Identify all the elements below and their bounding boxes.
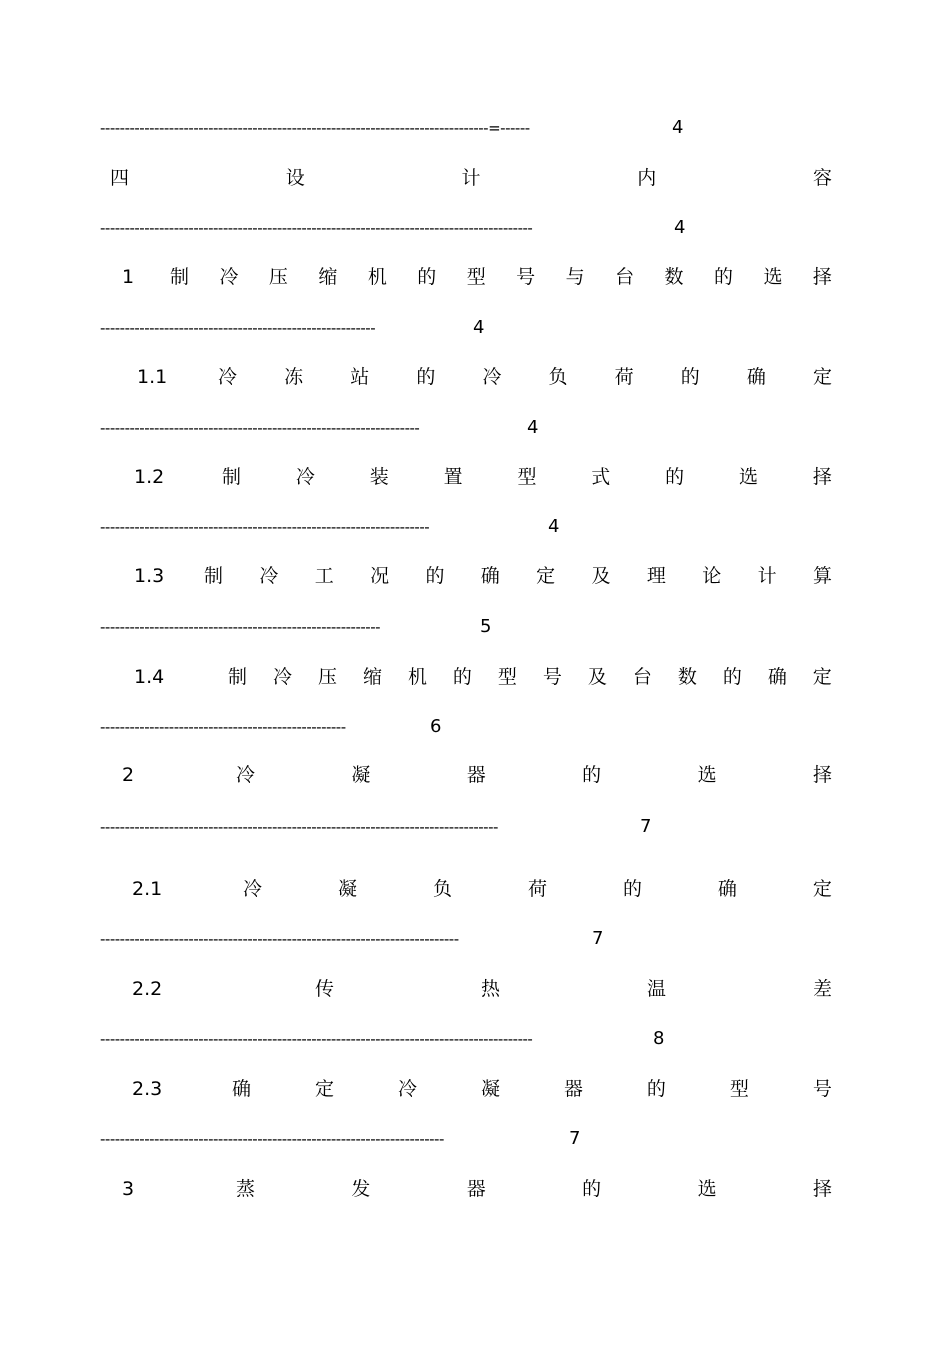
toc-heading (0, 875, 950, 903)
section-number: 2.3 (132, 1078, 163, 1100)
toc-heading (0, 562, 950, 590)
dot-leader: -------------------------------------------------------- (100, 319, 376, 337)
title-char: 号 (542, 666, 562, 688)
title-char: 荷 (527, 878, 547, 900)
dot-leader: ---------------------------------------------------------------------------------------- (100, 1030, 533, 1048)
title-char: 数 (677, 666, 697, 688)
toc-page-number: 4 (672, 117, 684, 138)
toc-leader-line (0, 1025, 950, 1053)
title-char: 的 (713, 266, 733, 288)
title-char: 差 (812, 978, 832, 1000)
section-number: 1 (122, 266, 135, 288)
toc-page-number: 6 (430, 716, 442, 737)
toc-leader-line (0, 1125, 950, 1153)
toc-page-number: 7 (592, 928, 604, 949)
title-char: 冷 (397, 1078, 417, 1100)
title-char: 的 (582, 1178, 602, 1200)
title-char: 的 (722, 666, 742, 688)
title-char: 确 (746, 366, 766, 388)
toc-leader-line (0, 414, 950, 442)
title-char: 冷 (236, 764, 256, 786)
title-char: 确 (480, 565, 500, 587)
title-char: 的 (452, 666, 472, 688)
title-char: 的 (425, 565, 445, 587)
section-number: 1.1 (137, 366, 168, 388)
section-number: 3 (122, 1178, 135, 1200)
title-char: 器 (466, 764, 486, 786)
title-char: 站 (350, 366, 370, 388)
toc-page-number: 7 (640, 816, 652, 837)
section-number: 2 (122, 764, 135, 786)
title-char: 定 (314, 1078, 334, 1100)
toc-page-number: 4 (674, 217, 686, 238)
title-char: 及 (591, 565, 611, 587)
dot-leader: --------------------------------------------------------- (100, 618, 381, 636)
section-number: 1.3 (134, 565, 165, 587)
title-char: 确 (767, 666, 787, 688)
title-char: 器 (563, 1078, 583, 1100)
title-char: 择 (812, 466, 832, 488)
title-char: 定 (812, 366, 832, 388)
title-char: 制 (228, 666, 248, 688)
title-char: 冷 (219, 266, 239, 288)
toc-heading (0, 363, 950, 391)
toc-heading (0, 975, 950, 1003)
title-char: 型 (517, 466, 537, 488)
title-char: 台 (615, 266, 635, 288)
section-title (228, 663, 832, 691)
title-char: 及 (587, 666, 607, 688)
title-char: 冷 (243, 878, 263, 900)
dot-leader: --------------------------------------------------------------------------------- (100, 818, 498, 836)
title-char: 温 (646, 978, 666, 1000)
title-char: 确 (717, 878, 737, 900)
title-char: 器 (466, 1178, 486, 1200)
toc-heading (0, 663, 950, 691)
title-char: 定 (812, 666, 832, 688)
toc-leader-line (0, 114, 950, 142)
toc-heading (0, 761, 950, 789)
title-char: 凝 (480, 1078, 500, 1100)
title-char: 算 (812, 565, 832, 587)
title-char: 数 (664, 266, 684, 288)
dot-leader: ---------------------------------------------------------------------- (100, 1130, 444, 1148)
title-char: 制 (204, 565, 224, 587)
title-char: 冷 (272, 666, 292, 688)
title-char: 论 (702, 565, 722, 587)
title-char: 况 (370, 565, 390, 587)
title-char: 的 (665, 466, 685, 488)
title-char: 择 (812, 1178, 832, 1200)
title-char: 型 (497, 666, 517, 688)
section-title (236, 761, 832, 789)
dot-leader: ---------------------------------------------------------------------------------------- (100, 219, 533, 237)
title-char: 确 (232, 1078, 252, 1100)
title-char: 机 (407, 666, 427, 688)
title-char: 型 (729, 1078, 749, 1100)
title-char: 的 (646, 1078, 666, 1100)
title-char: 负 (548, 366, 568, 388)
title-char: 理 (646, 565, 666, 587)
title-char: 负 (432, 878, 452, 900)
title-char: 号 (516, 266, 536, 288)
toc-page-number: 5 (480, 616, 492, 637)
title-char: 热 (480, 978, 500, 1000)
title-char: 内 (637, 167, 657, 189)
toc-leader-line (0, 513, 950, 541)
title-char: 冷 (482, 366, 502, 388)
toc-leader-line (0, 813, 950, 841)
title-char: 的 (417, 266, 437, 288)
toc-page-number: 4 (527, 417, 539, 438)
dot-leader: ------------------------------------------------------------------------- (100, 930, 459, 948)
title-char: 装 (369, 466, 389, 488)
title-char: 的 (582, 764, 602, 786)
title-char: 冷 (259, 565, 279, 587)
section-title (315, 975, 832, 1003)
title-char: 容 (812, 167, 832, 189)
title-char: 缩 (318, 266, 338, 288)
title-char: 缩 (362, 666, 382, 688)
section-title (110, 164, 832, 192)
title-char: 与 (565, 266, 585, 288)
title-char: 的 (680, 366, 700, 388)
dot-leader: ----------------------------------------------------------------- (100, 419, 420, 437)
title-char: 压 (268, 266, 288, 288)
title-char: 选 (697, 764, 717, 786)
title-char: 的 (622, 878, 642, 900)
toc-leader-line (0, 713, 950, 741)
toc-heading (0, 1075, 950, 1103)
title-char: 的 (416, 366, 436, 388)
section-number: 2.1 (132, 878, 163, 900)
toc-page-number: 7 (569, 1128, 581, 1149)
title-char: 台 (632, 666, 652, 688)
toc-page-number: 4 (548, 516, 560, 537)
title-char: 计 (461, 167, 481, 189)
title-char: 定 (812, 878, 832, 900)
title-char: 定 (536, 565, 556, 587)
toc-leader-line (0, 314, 950, 342)
section-number: 2.2 (132, 978, 163, 1000)
title-char: 蒸 (236, 1178, 256, 1200)
title-char: 择 (812, 764, 832, 786)
toc-heading (0, 263, 950, 291)
title-char: 选 (763, 266, 783, 288)
title-char: 冻 (284, 366, 304, 388)
title-char: 式 (591, 466, 611, 488)
title-char: 计 (757, 565, 777, 587)
dot-leader: ------------------------------------------------------------------- (100, 518, 430, 536)
dot-leader: -------------------------------------------------- (100, 718, 346, 736)
title-char: 冷 (218, 366, 238, 388)
toc-leader-line (0, 214, 950, 242)
title-char: 压 (317, 666, 337, 688)
title-char: 传 (315, 978, 335, 1000)
toc-heading (0, 1175, 950, 1203)
section-title (222, 463, 832, 491)
section-title (236, 1175, 832, 1203)
title-char: 制 (222, 466, 242, 488)
title-char: 选 (697, 1178, 717, 1200)
toc-heading (0, 164, 950, 192)
toc-heading (0, 463, 950, 491)
section-title (243, 875, 832, 903)
section-title (204, 562, 832, 590)
toc-page-number: 8 (653, 1028, 665, 1049)
title-char: 号 (812, 1078, 832, 1100)
section-title (232, 1075, 832, 1103)
title-char: 制 (170, 266, 190, 288)
title-char: 择 (812, 266, 832, 288)
toc-page-number: 4 (473, 317, 485, 338)
title-char: 荷 (614, 366, 634, 388)
toc-leader-line (0, 613, 950, 641)
title-char: 发 (351, 1178, 371, 1200)
title-char: 型 (466, 266, 486, 288)
toc-leader-line (0, 925, 950, 953)
section-title (170, 263, 832, 291)
section-number: 1.4 (134, 666, 165, 688)
title-char: 四 (110, 167, 130, 189)
title-char: 设 (285, 167, 305, 189)
section-number: 1.2 (134, 466, 165, 488)
title-char: 机 (367, 266, 387, 288)
dot-leader: -------------------------------------------------------------------------------=------ (100, 119, 530, 137)
title-char: 选 (739, 466, 759, 488)
title-char: 工 (314, 565, 334, 587)
title-char: 凝 (337, 878, 357, 900)
title-char: 冷 (295, 466, 315, 488)
title-char: 置 (443, 466, 463, 488)
section-title (218, 363, 832, 391)
title-char: 凝 (351, 764, 371, 786)
